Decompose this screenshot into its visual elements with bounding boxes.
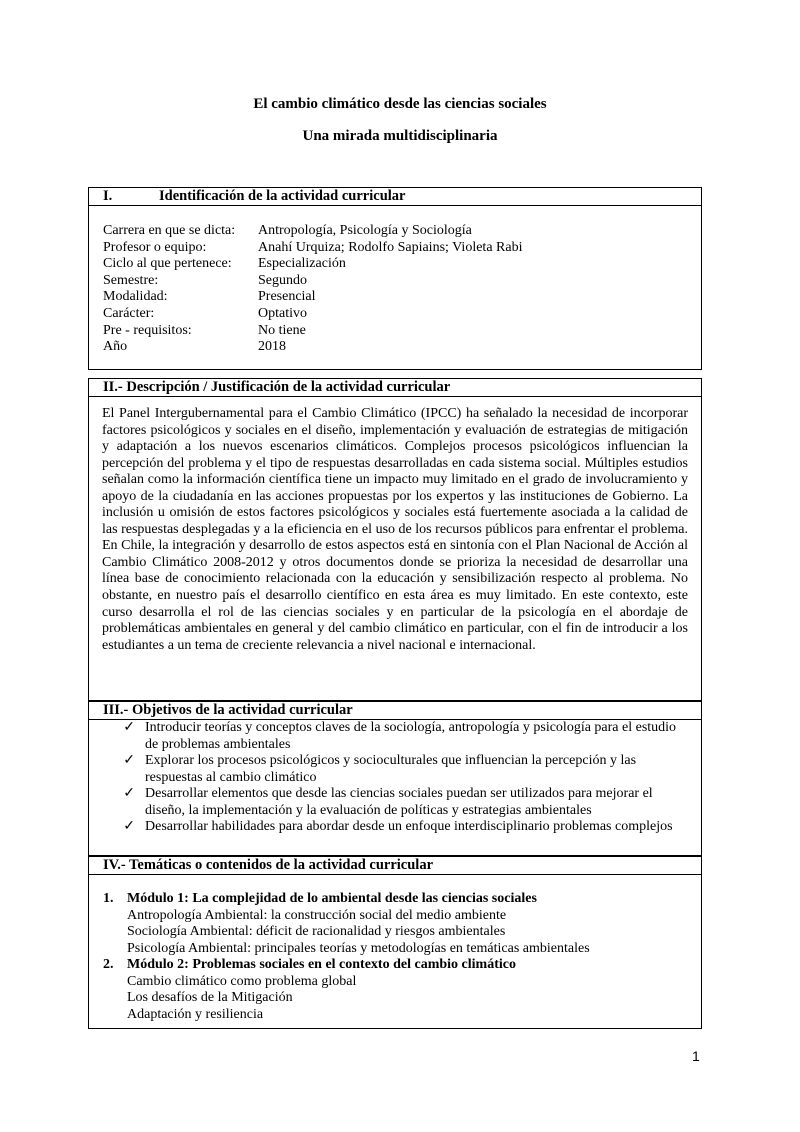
objectives-list (89, 720, 701, 836)
objective-text: Introducir teorías y conceptos claves de la sociología, antropología y psicología para el estudio de problemas ambientales (145, 720, 677, 752)
ident-value: Anahí Urquiza; Rodolfo Sapiains; Violeta Rabi (258, 239, 523, 255)
document-title: El cambio climático desde las ciencias sociales (253, 96, 547, 112)
objective-item (89, 819, 691, 836)
topic-item: Antropología Ambiental: la construcción social del medio ambiente (127, 907, 507, 923)
objective-item (89, 720, 691, 753)
description-paragraph: El Panel Intergubernamental para el Cambio Climático (IPCC) ha señalado la necesidad de incorporar factores psicológicos y sociales en el diseño, implementación y evaluación de estrategias de mitigación y adaptación a los nuevos escenarios climáticos. Complejos procesos psicológicos influencian la percepción del problema y el tipo de respuestas desarrolladas en cada sistema social. Múltiples estudios señalan como la información científica tiene un impacto muy limitado en el grado de involucramiento y apoyo de la ciudadanía en las acciones propuestas por los expertos y las instituciones de Gobierno. La inclusión u omisión de estos factores psicológicos y sociales está fuertemente asociada a la calidad de las respuestas desplegadas y a la eficiencia en el uso de los recursos públicos para enfrentar el problema. En Chile, la integración y desarrollo de estos aspectos está en sintonía con el Plan Nacional de Acción al Cambio Climático 2008-2012 y otros documentos donde se prioriza la necesidad de desarrollar una línea base de conocimiento relacionada con la educación y sensibilización respecto al problema. No obstante, en nuestro país el desarrollo científico en esta área es muy limitado. En este contexto, este curso desarrolla el rol de las ciencias sociales y en particular de la psicología en el abordaje de problemáticas ambientales en general y del cambio climático en particular, con el fin de introducir a los estudiantes a un tema de creciente relevancia a nivel nacional e internacional. (102, 406, 688, 653)
section-number: I. (103, 188, 113, 204)
ident-label: Año (103, 339, 128, 355)
ident-row (103, 339, 701, 356)
check-icon: ✓ (123, 753, 135, 768)
page-number: 1 (692, 1048, 700, 1064)
ident-label: Carácter: (103, 305, 155, 321)
objective-text: Desarrollar habilidades para abordar desde un enfoque interdisciplinario problemas complejos (145, 819, 673, 834)
ident-value: Especialización (258, 256, 346, 272)
identification-table (89, 206, 701, 356)
ident-value: Optativo (258, 305, 307, 321)
ident-value: Presencial (258, 289, 316, 305)
module-list (89, 875, 701, 1023)
topic-item: Adaptación y resiliencia (127, 1006, 264, 1022)
module-heading (103, 957, 701, 974)
ident-value: Segundo (258, 272, 307, 288)
objective-text: Desarrollar elementos que desde las ciencias sociales puedan ser utilizados para mejorar el diseño, la implementación y la evaluación de políticas y estrategias ambientales (145, 786, 653, 818)
section-objectives (88, 701, 702, 856)
ident-label: Profesor o equipo: (103, 239, 207, 255)
ident-label: Modalidad: (103, 289, 168, 305)
ident-label: Pre - requisitos: (103, 322, 192, 338)
ident-row (103, 223, 701, 240)
ident-label: Ciclo al que pertenece: (103, 256, 232, 272)
ident-row (103, 240, 701, 257)
ident-row (103, 289, 701, 306)
check-icon: ✓ (123, 720, 135, 735)
ident-row (103, 306, 701, 323)
objective-item (89, 753, 691, 786)
ident-row (103, 273, 701, 290)
document-subtitle: Una mirada multidisciplinaria (302, 128, 498, 144)
topic-item: Psicología Ambiental: principales teorías y metodologías en temáticas ambientales (127, 940, 590, 956)
module-title: Módulo 1: La complejidad de lo ambiental desde las ciencias sociales (127, 891, 537, 906)
section-identification (88, 187, 702, 370)
section-contents (88, 856, 702, 1029)
module-number: 2. (103, 957, 114, 972)
module-heading (103, 891, 701, 908)
topic-item: Los desafíos de la Mitigación (127, 990, 293, 1005)
ident-row (103, 256, 701, 273)
section-objectives-heading: III.- Objetivos de la actividad curricular (89, 702, 701, 720)
ident-value: Antropología, Psicología y Sociología (258, 223, 472, 238)
ident-row (103, 323, 701, 340)
ident-value: 2018 (258, 339, 286, 355)
check-icon: ✓ (123, 786, 135, 801)
section-identification-heading (89, 188, 701, 206)
objective-item (89, 786, 691, 819)
objective-text: Explorar los procesos psicológicos y socioculturales que influencian la percepción y las respuestas al cambio climático (145, 753, 637, 785)
module-number: 1. (103, 891, 114, 906)
ident-label: Semestre: (103, 272, 159, 288)
module-title: Módulo 2: Problemas sociales en el contexto del cambio climático (127, 957, 516, 972)
ident-value: No tiene (258, 322, 306, 338)
section-description-heading: II.- Descripción / Justificación de la actividad curricular (89, 379, 701, 397)
section-title: Identificación de la actividad curricular (159, 188, 406, 204)
section-contents-heading: IV.- Temáticas o contenidos de la actividad curricular (89, 857, 701, 875)
ident-label: Carrera en que se dicta: (103, 223, 236, 238)
topic-item: Sociología Ambiental: déficit de racionalidad y riesgos ambientales (127, 924, 506, 939)
section-description (88, 378, 702, 701)
check-icon: ✓ (123, 819, 135, 834)
topic-item: Cambio climático como problema global (127, 973, 357, 989)
